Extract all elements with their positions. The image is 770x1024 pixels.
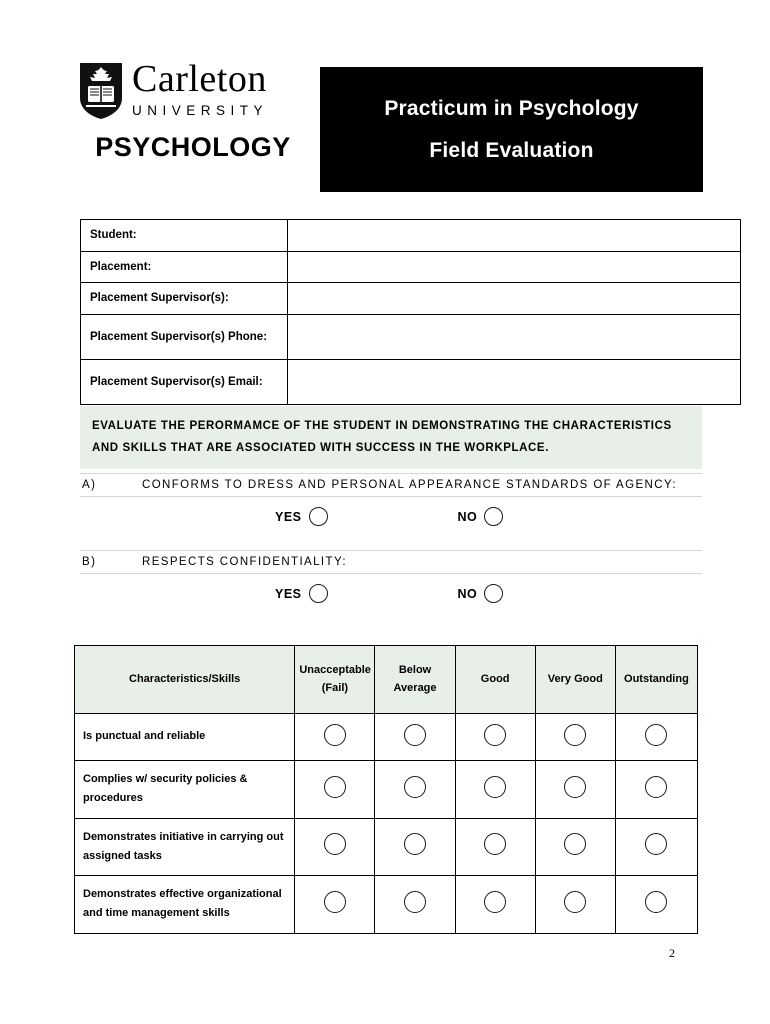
ratings-header-skills: Characteristics/Skills: [75, 646, 295, 714]
carleton-crest-icon: [78, 62, 124, 120]
rating-radio[interactable]: [564, 776, 586, 798]
ratings-cell-very-good[interactable]: [535, 761, 615, 819]
department-name: PSYCHOLOGY: [95, 132, 291, 162]
university-subtitle: UNIVERSITY: [132, 102, 269, 118]
rating-radio[interactable]: [404, 891, 426, 913]
ratings-skill-label: Complies w/ security policies & procedures: [75, 761, 295, 819]
question-a-text: CONFORMS TO DRESS AND PERSONAL APPEARANCE STANDARDS OF AGENCY:: [142, 479, 677, 491]
rating-radio[interactable]: [484, 891, 506, 913]
question-b-yes-label: YES: [275, 586, 302, 601]
ratings-cell-outstanding[interactable]: [615, 761, 697, 819]
ratings-cell-very-good[interactable]: [535, 876, 615, 934]
page-number: 2: [669, 946, 675, 960]
info-label-student: Student:: [81, 220, 288, 252]
instruction-banner: EVALUATE THE PERORMAMCE OF THE STUDENT IN DEMONSTRATING THE CHARACTERISTICS AND SKILLS THAT ARE ASSOCIATED WITH SUCCESS IN THE WORKPLACE.: [80, 406, 702, 469]
info-value-supervisor-email[interactable]: [288, 360, 741, 405]
ratings-cell-below-average[interactable]: [375, 876, 455, 934]
info-value-supervisors[interactable]: [288, 283, 741, 315]
ratings-cell-outstanding[interactable]: [615, 818, 697, 876]
ratings-cell-outstanding[interactable]: [615, 876, 697, 934]
question-b-row: [80, 550, 702, 574]
ratings-header-unacceptable-line2: (Fail): [321, 681, 349, 694]
ratings-header-unacceptable: [295, 646, 375, 714]
question-b-yes-radio[interactable]: [309, 584, 328, 603]
rating-radio[interactable]: [324, 724, 346, 746]
rating-radio[interactable]: [645, 891, 667, 913]
ratings-header-unacceptable-line1: Unacceptable: [299, 663, 371, 676]
question-b-no-radio[interactable]: [484, 584, 503, 603]
question-a-yes-option[interactable]: [275, 507, 328, 526]
university-name: Carleton: [132, 58, 267, 100]
question-a-no-radio[interactable]: [484, 507, 503, 526]
table-row: [75, 876, 698, 934]
document-title-box: [320, 67, 703, 192]
ratings-skill-label: Demonstrates effective organizational and time management skills: [75, 876, 295, 934]
table-row: [81, 220, 741, 252]
question-b-text: RESPECTS CONFIDENTIALITY:: [142, 556, 347, 568]
rating-radio[interactable]: [564, 833, 586, 855]
question-b: [80, 550, 702, 603]
ratings-cell-unacceptable[interactable]: [295, 761, 375, 819]
rating-radio[interactable]: [324, 891, 346, 913]
university-branding: [78, 60, 308, 163]
ratings-header-outstanding: Outstanding: [615, 646, 697, 714]
info-value-student[interactable]: [288, 220, 741, 252]
info-value-placement[interactable]: [288, 251, 741, 283]
table-row: [75, 714, 698, 761]
rating-radio[interactable]: [404, 833, 426, 855]
info-value-supervisor-phone[interactable]: [288, 315, 741, 360]
ratings-cell-below-average[interactable]: [375, 818, 455, 876]
rating-radio[interactable]: [484, 776, 506, 798]
ratings-skill-label: Demonstrates initiative in carrying out assigned tasks: [75, 818, 295, 876]
ratings-header-below-average-line2: Average: [393, 681, 437, 694]
question-a-yes-radio[interactable]: [309, 507, 328, 526]
document-header: [0, 60, 770, 195]
ratings-cell-good[interactable]: [455, 876, 535, 934]
ratings-cell-unacceptable[interactable]: [295, 818, 375, 876]
ratings-cell-good[interactable]: [455, 714, 535, 761]
question-b-yes-option[interactable]: [275, 584, 328, 603]
rating-radio[interactable]: [324, 776, 346, 798]
rating-radio[interactable]: [645, 833, 667, 855]
info-label-supervisor-email: Placement Supervisor(s) Email:: [81, 360, 288, 405]
info-label-supervisors: Placement Supervisor(s):: [81, 283, 288, 315]
ratings-cell-good[interactable]: [455, 761, 535, 819]
rating-radio[interactable]: [484, 724, 506, 746]
question-b-answers: [80, 584, 702, 603]
table-row: [75, 761, 698, 819]
rating-radio[interactable]: [404, 776, 426, 798]
ratings-table: [74, 645, 698, 934]
rating-radio[interactable]: [564, 891, 586, 913]
question-a-no-option[interactable]: [458, 507, 504, 526]
question-a-marker: A): [82, 479, 97, 491]
ratings-cell-unacceptable[interactable]: [295, 876, 375, 934]
ratings-header-very-good: Very Good: [535, 646, 615, 714]
table-row: [81, 315, 741, 360]
table-row: [81, 251, 741, 283]
question-a: [80, 473, 702, 526]
ratings-header-below-average: [375, 646, 455, 714]
table-row: [75, 818, 698, 876]
question-a-yes-label: YES: [275, 509, 302, 524]
ratings-cell-below-average[interactable]: [375, 714, 455, 761]
rating-radio[interactable]: [404, 724, 426, 746]
info-label-placement: Placement:: [81, 251, 288, 283]
question-b-no-label: NO: [457, 586, 478, 601]
question-b-no-option[interactable]: [458, 584, 504, 603]
question-a-row: [80, 473, 702, 497]
document-title-line-1: Practicum in Psychology: [384, 96, 639, 120]
question-b-marker: B): [82, 556, 97, 568]
rating-radio[interactable]: [645, 724, 667, 746]
ratings-header-good: Good: [455, 646, 535, 714]
ratings-header-below-average-line1: Below: [398, 663, 432, 676]
rating-radio[interactable]: [484, 833, 506, 855]
table-row: [81, 360, 741, 405]
question-a-answers: [80, 507, 702, 526]
rating-radio[interactable]: [645, 776, 667, 798]
question-a-no-label: NO: [457, 509, 478, 524]
rating-radio[interactable]: [324, 833, 346, 855]
ratings-skill-label: Is punctual and reliable: [75, 714, 295, 761]
ratings-cell-outstanding[interactable]: [615, 714, 697, 761]
ratings-cell-very-good[interactable]: [535, 818, 615, 876]
table-row: [81, 283, 741, 315]
ratings-cell-unacceptable[interactable]: [295, 714, 375, 761]
ratings-header-row: [75, 646, 698, 714]
ratings-cell-very-good[interactable]: [535, 714, 615, 761]
document-title-line-2: Field Evaluation: [429, 138, 594, 162]
ratings-cell-good[interactable]: [455, 818, 535, 876]
ratings-cell-below-average[interactable]: [375, 761, 455, 819]
info-label-supervisor-phone: Placement Supervisor(s) Phone:: [81, 315, 288, 360]
student-info-table: [80, 219, 741, 405]
rating-radio[interactable]: [564, 724, 586, 746]
